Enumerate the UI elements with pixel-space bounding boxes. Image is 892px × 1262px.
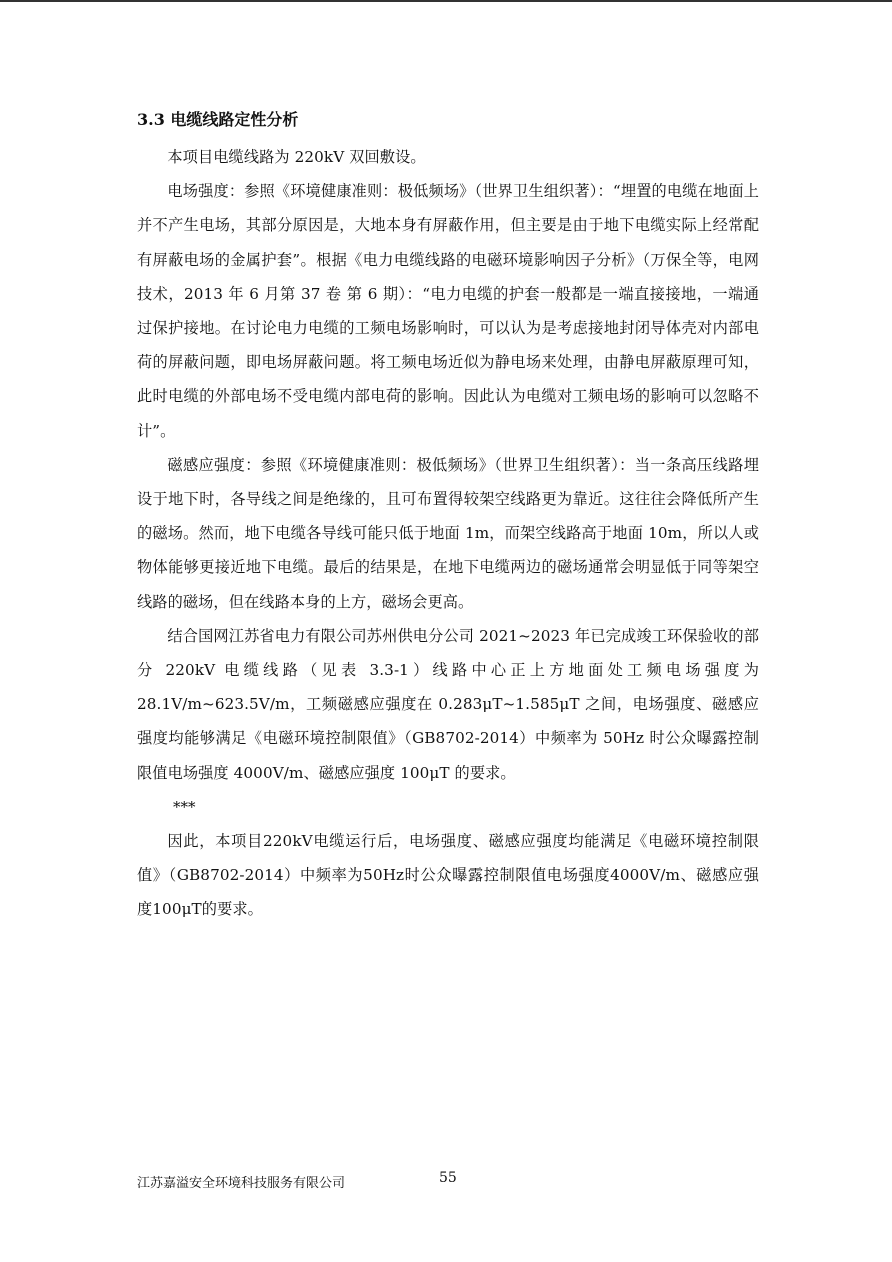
page-footer xyxy=(137,1168,759,1192)
document-body xyxy=(137,106,759,927)
section-heading: 3.3 电缆线路定性分析 xyxy=(137,110,299,129)
paragraph-magnetic-induction: 磁感应强度：参照《环境健康准则：极低频场》（世界卫生组织著）：当一条高压线路埋设于地下时，各导线之间是绝缘的，且可布置得较架空线路更为靠近。这往往会降低所产生的磁场。然而，地下电缆各导线可能只低于地面 1m，而架空线路高于地面 10m，所以人或物体能够更接近地下电缆。最后的结果是，在地下电缆两边的磁场通常会明显低于同等架空线路的磁场，但在线路本身的上方，磁场会更高。 xyxy=(137,455,759,611)
paragraph-electric-field: 电场强度：参照《环境健康准则：极低频场》（世界卫生组织著）：“埋置的电缆在地面上并不产生电场，其部分原因是，大地本身有屏蔽作用，但主要是由于地下电缆实际上经常配有屏蔽电场的金属护套”。根据《电力电缆线路的电磁环境影响因子分析》（万保全等，电网技术，2013 年 6 月第 37 卷 第 6 期）：“电力电缆的护套一般都是一端直接接地，一端通过保护接地。在讨论电力电缆的工频电场影响时，可以认为是考虑接地封闭导体壳对内部电荷的屏蔽问题，即电场屏蔽问题。将工频电场近似为静电场来处理，由静电屏蔽原理可知，此时电缆的外部电场不受电缆内部电荷的影响。因此认为电缆对工频电场的影响可以忽略不计”。 xyxy=(137,182,759,440)
page-number: 55 xyxy=(439,1170,457,1186)
footer-company-name: 江苏嘉溢安全环境科技服务有限公司 xyxy=(137,1176,346,1191)
separator-stars: *** xyxy=(173,797,196,816)
paragraph-conclusion: 因此，本项目220kV电缆运行后，电场强度、磁感应强度均能满足《电磁环境控制限值》（GB8702-2014）中频率为50Hz时公众曝露控制限值电场强度4000V/m、磁感应强度100μT的要求。 xyxy=(137,832,759,919)
paragraph-intro: 本项目电缆线路为 220kV 双回敷设。 xyxy=(167,148,426,166)
paragraph-monitoring-results: 结合国网江苏省电力有限公司苏州供电分公司 2021~2023 年已完成竣工环保验收的部分 220kV 电缆线路（见表 3.3-1）线路中心正上方地面处工频电场强度为 28.1V/m~623.5V/m，工频磁感应强度在 0.283μT~1.585μT 之间，电场强度、磁感应强度均能够满足《电磁环境控制限值》（GB8702-2014）中频率为 50Hz 时公众曝露控制限值电场强度 4000V/m、磁感应强度 100μT 的要求。 xyxy=(137,626,759,782)
top-border-rule xyxy=(0,0,892,2)
